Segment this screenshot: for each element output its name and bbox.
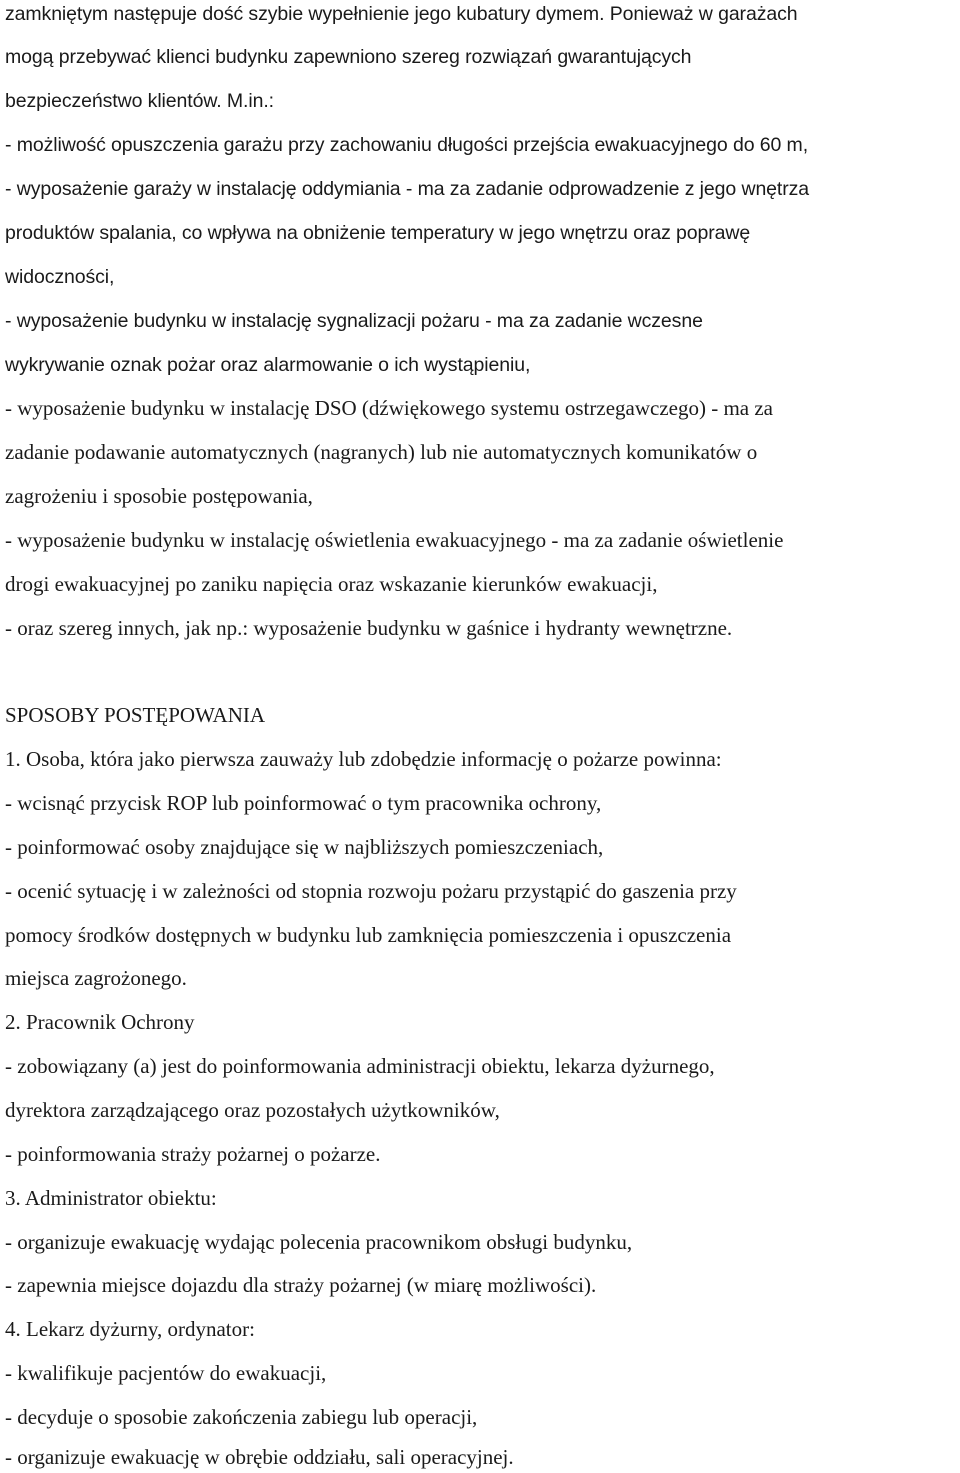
procedure-line: - wcisnąć przycisk ROP lub poinformować o tym pracownika ochrony, xyxy=(5,791,602,815)
procedure-line: - zapewnia miejsce dojazdu dla straży pożarnej (w miarę możliwości). xyxy=(5,1273,597,1297)
procedure-line: - ocenić sytuację i w zależności od stopnia rozwoju pożaru przystąpić do gaszenia przy xyxy=(5,879,737,903)
procedure-line: pomocy środków dostępnych w budynku lub zamknięcia pomieszczenia i opuszczenia xyxy=(5,923,732,947)
measure-line: widoczności, xyxy=(5,266,115,288)
intro-line: mogą przebywać klienci budynku zapewniono szereg rozwiązań gwarantujących xyxy=(5,46,692,68)
intro-line: zamkniętym następuje dość szybie wypełnienie jego kubatury dymem. Ponieważ w garażach xyxy=(5,3,798,25)
measure-line: - wyposażenie budynku w instalację DSO (dźwiękowego systemu ostrzegawczego) - ma za xyxy=(5,396,773,420)
procedure-line: - organizuje ewakuację wydając polecenia pracownikom obsługi budynku, xyxy=(5,1230,633,1254)
procedure-line: miejsca zagrożonego. xyxy=(5,966,187,990)
measure-line: - wyposażenie garaży w instalację oddymiania - ma za zadanie odprowadzenie z jego wnętrza xyxy=(5,178,810,200)
procedure-line: 4. Lekarz dyżurny, ordynator: xyxy=(5,1317,255,1341)
procedure-line: dyrektora zarządzającego oraz pozostałych użytkowników, xyxy=(5,1098,500,1122)
procedure-line: - organizuje ewakuację w obrębie oddziału, sali operacyjnej. xyxy=(5,1445,514,1469)
intro-line: bezpieczeństwo klientów. M.in.: xyxy=(5,90,274,112)
procedure-line: - poinformować osoby znajdujące się w najbliższych pomieszczeniach, xyxy=(5,835,604,859)
measure-line: produktów spalania, co wpływa na obniżenie temperatury w jego wnętrzu oraz poprawę xyxy=(5,222,751,244)
measure-line: wykrywanie oznak pożar oraz alarmowanie o ich wystąpieniu, xyxy=(5,354,531,376)
measure-line: zagrożeniu i sposobie postępowania, xyxy=(5,484,313,508)
section-heading: SPOSOBY POSTĘPOWANIA xyxy=(5,703,266,727)
measure-line: - wyposażenie budynku w instalację sygnalizacji pożaru - ma za zadanie wczesne xyxy=(5,310,703,332)
measure-line: - wyposażenie budynku w instalację oświetlenia ewakuacyjnego - ma za zadanie oświetlenie xyxy=(5,528,784,552)
procedure-line: - poinformowania straży pożarnej o pożarze. xyxy=(5,1142,381,1166)
procedure-line: - decyduje o sposobie zakończenia zabiegu lub operacji, xyxy=(5,1405,478,1429)
procedure-line: 2. Pracownik Ochrony xyxy=(5,1010,195,1034)
measure-line: zadanie podawanie automatycznych (nagranych) lub nie automatycznych komunikatów o xyxy=(5,440,758,464)
measure-line: drogi ewakuacyjnej po zaniku napięcia oraz wskazanie kierunków ewakuacji, xyxy=(5,572,658,596)
measure-line: - oraz szereg innych, jak np.: wyposażenie budynku w gaśnice i hydranty wewnętrzne. xyxy=(5,616,733,640)
procedure-line: 1. Osoba, która jako pierwsza zauważy lub zdobędzie informację o pożarze powinna: xyxy=(5,747,722,771)
measure-line: - możliwość opuszczenia garażu przy zachowaniu długości przejścia ewakuacyjnego do 60 m, xyxy=(5,134,809,156)
procedure-line: 3. Administrator obiektu: xyxy=(5,1186,217,1210)
procedure-line: - zobowiązany (a) jest do poinformowania administracji obiektu, lekarza dyżurnego, xyxy=(5,1054,715,1078)
procedure-line: - kwalifikuje pacjentów do ewakuacji, xyxy=(5,1361,327,1385)
